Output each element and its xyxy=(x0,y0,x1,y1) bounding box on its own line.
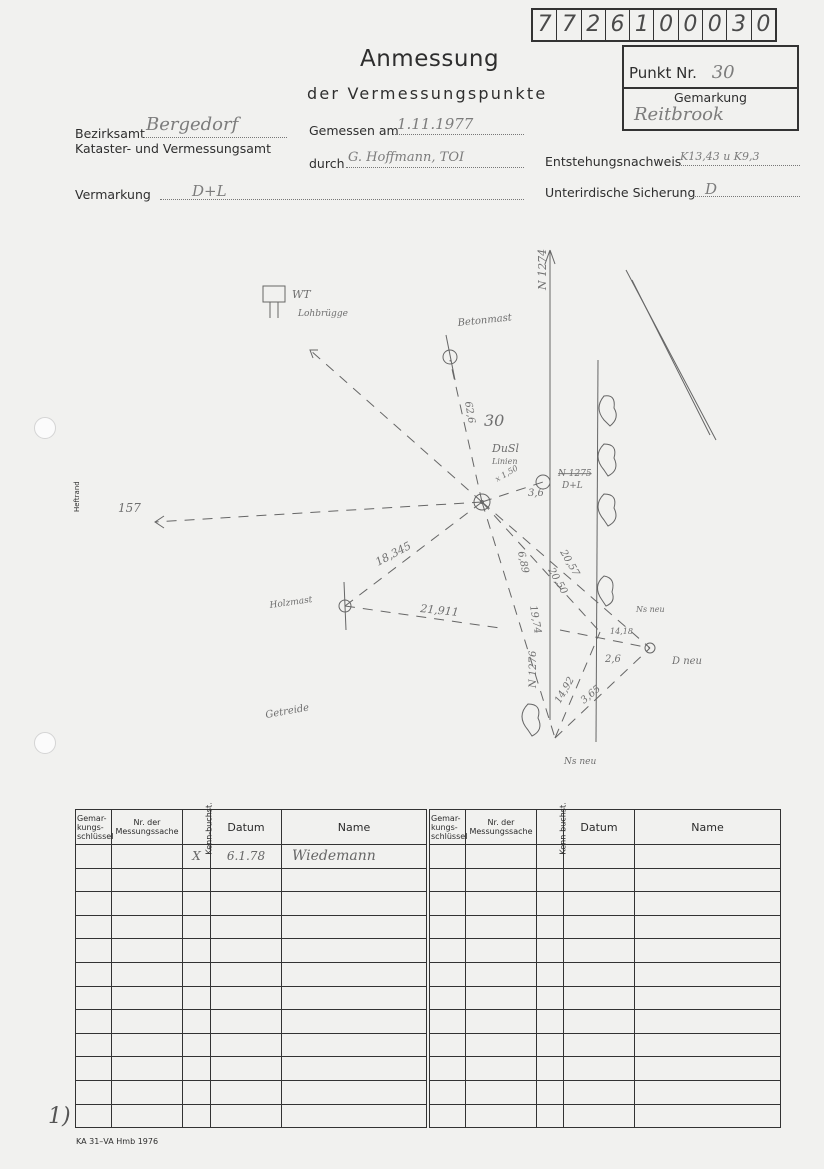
durch-line xyxy=(346,167,524,168)
unterirdisch-value: D xyxy=(705,180,718,198)
survey-point-n1275 xyxy=(536,475,550,489)
table-row xyxy=(430,1057,781,1081)
reference-digit: 0 xyxy=(756,12,771,37)
row-name: Wiedemann xyxy=(282,845,427,869)
sight-line xyxy=(310,350,482,502)
col-header-name: Name xyxy=(635,810,781,845)
table-row xyxy=(430,1080,781,1104)
col-header-kenn xyxy=(537,801,568,855)
col-header-nr: Nr. der Messungssache xyxy=(112,810,183,845)
durch-value: G. Hoffmann, TOI xyxy=(348,150,465,165)
sketch-label: N 1275 xyxy=(558,469,592,479)
sketch-label: Lohbrügge xyxy=(298,309,348,319)
sketch-label: 18,345 xyxy=(373,539,414,569)
table-row xyxy=(76,1033,427,1057)
sketch-label: N 1274 xyxy=(536,248,549,290)
col-header-gemarkung: Gemar-kungs-schlüssel xyxy=(76,810,112,845)
gemessen-label: Gemessen am xyxy=(309,123,399,138)
table-row xyxy=(76,845,427,869)
punkt-number-field xyxy=(624,47,797,89)
reference-digit: 6 xyxy=(606,10,630,40)
reference-digit: 2 xyxy=(582,10,606,40)
page-subtitle: der Vermessungspunkte xyxy=(307,84,548,103)
entstehung-label: Entstehungsnachweis xyxy=(545,154,682,169)
bezirksamt-line xyxy=(142,137,287,138)
table-row xyxy=(430,1104,781,1128)
sketch-label: 21,911 xyxy=(419,602,460,620)
row-kenn: X xyxy=(183,845,211,869)
gemessen-value: 1.11.1977 xyxy=(397,115,474,133)
sketch-label: D neu xyxy=(672,656,702,667)
table-row xyxy=(76,1080,427,1104)
sketch-label: 2,6 xyxy=(605,654,621,665)
tree-symbol xyxy=(597,576,613,606)
col-header-kenn-text: Kenn-buchst. xyxy=(558,801,568,855)
sketch-label: 3,6 xyxy=(528,488,544,499)
table-row xyxy=(76,939,427,963)
sketch-label: Holzmast xyxy=(269,595,314,611)
col-header-kenn xyxy=(183,801,214,855)
table-row xyxy=(76,1057,427,1081)
reference-digit: 0 xyxy=(654,10,678,40)
bezirksamt-value: Bergedorf xyxy=(146,114,239,135)
sketch-label: 157 xyxy=(118,501,141,515)
sketch-label: D+L xyxy=(562,481,583,491)
table-row xyxy=(430,915,781,939)
tree-symbol xyxy=(598,494,616,526)
table-row xyxy=(430,986,781,1010)
table-row xyxy=(76,986,427,1010)
table-row xyxy=(76,1104,427,1128)
gemarkung-value: Reitbrook xyxy=(634,104,724,125)
reference-number xyxy=(531,8,777,42)
table-row xyxy=(430,1010,781,1034)
kataster-label: Kataster- und Vermessungsamt xyxy=(75,141,271,156)
betonmast-symbol xyxy=(446,335,455,380)
sketch-label: Betonmast xyxy=(457,312,513,329)
signature-table-left xyxy=(75,801,427,1128)
table-row xyxy=(76,915,427,939)
reference-digit: 7 xyxy=(533,10,557,40)
table-row xyxy=(76,868,427,892)
reference-digit: 7 xyxy=(557,10,581,40)
sight-line xyxy=(482,502,600,632)
sketch-label: 20,57 xyxy=(557,548,582,579)
north-arrow xyxy=(550,250,555,264)
sight-line xyxy=(345,502,482,606)
page-title: Anmessung xyxy=(360,46,500,72)
vermarkung-line xyxy=(160,199,524,200)
sketch-label: 20,50 xyxy=(545,566,570,597)
vermarkung-label: Vermarkung xyxy=(75,187,151,202)
sketch-label: 14,18 xyxy=(610,627,633,636)
col-header-gemarkung: Gemar-kungs-schlüssel xyxy=(430,810,466,845)
sketch-label: 14,92 xyxy=(553,675,577,706)
sight-line xyxy=(560,630,650,648)
unterirdisch-line xyxy=(692,196,800,197)
table-row xyxy=(76,962,427,986)
gemessen-line xyxy=(393,134,524,135)
sight-line xyxy=(450,360,482,502)
row-datum: 6.1.78 xyxy=(211,845,282,869)
bezirksamt-label: Bezirksamt xyxy=(75,126,145,141)
table-row xyxy=(430,939,781,963)
entstehung-value: K13,43 u K9,3 xyxy=(680,150,760,163)
heftrand-label: Heftrand xyxy=(73,481,81,512)
sketch-label: Ns neu xyxy=(636,605,665,614)
sight-line xyxy=(155,502,482,522)
col-header-datum: Datum xyxy=(211,810,282,845)
survey-sketch xyxy=(0,230,824,790)
sketch-label: 6,89 xyxy=(515,550,531,575)
table-row xyxy=(76,892,427,916)
unterirdisch-label: Unterirdische Sicherung xyxy=(545,185,696,200)
sketch-label: DuSl xyxy=(492,442,519,455)
vermarkung-value: D+L xyxy=(192,182,227,200)
col-header-datum: Datum xyxy=(564,810,635,845)
form-code: KA 31–VA Hmb 1976 xyxy=(76,1137,159,1146)
tree-symbol xyxy=(599,396,616,426)
punkt-value: 30 xyxy=(711,62,735,83)
table-row xyxy=(430,892,781,916)
sketch-label: Linien xyxy=(492,457,518,466)
footnote-mark: 1) xyxy=(48,1104,71,1129)
reference-digit: 0 xyxy=(679,10,703,40)
table-row xyxy=(430,845,781,869)
col-header-kenn-text: Kenn-buchst. xyxy=(204,801,214,855)
sketch-label: Getreide xyxy=(264,702,310,721)
gemarkung-field xyxy=(624,89,797,129)
tree-symbol xyxy=(598,444,616,476)
table-row xyxy=(430,962,781,986)
table-row xyxy=(76,1010,427,1034)
punkt-box xyxy=(622,45,799,131)
col-header-nr: Nr. der Messungssache xyxy=(466,810,537,845)
sketch-label: 3,65 xyxy=(578,683,603,707)
col-header-name: Name xyxy=(282,810,427,845)
gemarkung-label: Gemarkung xyxy=(674,90,747,105)
reference-digit: 0 xyxy=(703,10,727,40)
sketch-label: x 1,50 xyxy=(493,463,520,484)
reference-digit: 1 xyxy=(630,10,654,40)
ditch-line xyxy=(632,280,710,435)
sketch-label: 30 xyxy=(484,411,505,430)
sketch-label: Ns neu xyxy=(564,757,597,767)
tree-symbol xyxy=(522,704,540,736)
sketch-label: 19,74 xyxy=(527,604,543,635)
durch-label: durch xyxy=(309,156,345,171)
signature-table-right xyxy=(429,801,781,1128)
sketch-label: N 1276 xyxy=(528,650,539,688)
wt-tower-symbol xyxy=(263,286,285,302)
entstehung-line xyxy=(678,165,800,166)
table-row xyxy=(430,868,781,892)
table-row xyxy=(430,1033,781,1057)
reference-digit: 3 xyxy=(727,10,751,40)
sight-line xyxy=(482,502,555,738)
sketch-label: WT xyxy=(292,288,311,301)
punkt-label: Punkt Nr. xyxy=(629,64,697,82)
sketch-label: 62,6 xyxy=(462,400,477,425)
